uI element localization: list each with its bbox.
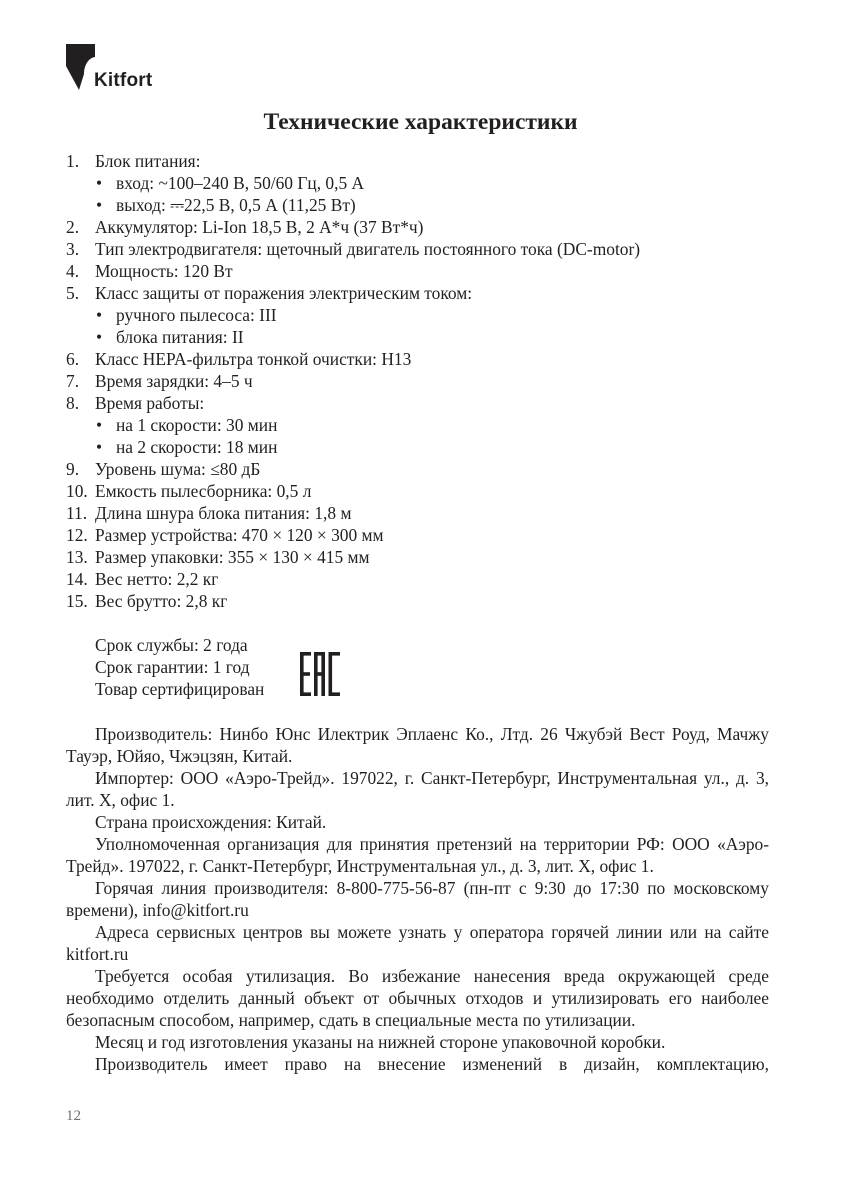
spec-text: Размер упаковки: 355 × 130 × 415 мм — [95, 547, 370, 567]
spec-item — [66, 238, 786, 260]
spec-sublist — [66, 414, 786, 458]
warranty-period: Срок гарантии: 1 год — [95, 657, 250, 677]
spec-item — [66, 546, 786, 568]
spec-item — [66, 524, 786, 546]
bullet-icon: • — [96, 327, 103, 347]
spec-text: Мощность: 120 Вт — [95, 261, 233, 281]
spec-item — [66, 392, 786, 458]
spec-item — [66, 568, 786, 590]
spec-text: Блок питания: — [95, 151, 201, 171]
info-paragraph: Адреса сервисных центров вы можете узнать у оператора горячей линии или на сайте kitfort.ru — [66, 922, 769, 964]
spec-number: 1. — [66, 151, 80, 171]
spec-list — [66, 150, 786, 612]
spec-item — [66, 502, 786, 524]
service-info — [95, 634, 264, 700]
spec-text: Емкость пылесборника: 0,5 л — [95, 481, 312, 501]
spec-text: Время работы: — [95, 393, 205, 413]
bullet-icon: • — [96, 415, 103, 435]
spec-sublist — [66, 304, 786, 348]
spec-number: 13. — [66, 547, 88, 567]
kitfort-logo-icon — [66, 44, 96, 90]
spec-item — [66, 216, 786, 238]
spec-item — [66, 282, 786, 348]
spec-number: 10. — [66, 481, 88, 501]
spec-number: 11. — [66, 503, 88, 523]
spec-subitem-text: блока питания: II — [116, 327, 244, 347]
service-life: Срок службы: 2 года — [95, 635, 248, 655]
spec-text: Класс защиты от поражения электрическим током: — [95, 283, 473, 303]
spec-text: Размер устройства: 470 × 120 × 300 мм — [95, 525, 384, 545]
info-paragraph: Месяц и год изготовления указаны на нижней стороне упаковочной коробки. — [95, 1032, 666, 1052]
bullet-icon: • — [96, 173, 103, 193]
spec-subitem-text: выход: ⎓22,5 В, 0,5 А (11,25 Вт) — [116, 195, 356, 215]
spec-subitem — [95, 194, 786, 216]
spec-subitem — [95, 414, 786, 436]
bullet-icon: • — [96, 195, 103, 215]
spec-text: Класс HEPA-фильтра тонкой очистки: H13 — [95, 349, 412, 369]
info-paragraph: Горячая линия производителя: 8-800-775-56-87 (пн-пт с 9:30 до 17:30 по московскому времени), info@kitfort.ru — [66, 878, 769, 920]
spec-subitem-text: ручного пылесоса: III — [116, 305, 277, 325]
spec-text: Вес нетто: 2,2 кг — [95, 569, 219, 589]
page-number: 12 — [66, 1108, 81, 1124]
spec-item — [66, 458, 786, 480]
spec-number: 6. — [66, 349, 80, 369]
spec-number: 15. — [66, 591, 88, 611]
spec-item — [66, 150, 786, 216]
spec-number: 9. — [66, 459, 80, 479]
spec-item — [66, 370, 786, 392]
spec-number: 7. — [66, 371, 80, 391]
bullet-icon: • — [96, 437, 103, 457]
info-paragraph: Производитель: Нинбо Юнс Илектрик Эплаенс Ко., Лтд. 26 Чжубэй Вест Роуд, Мачжу Тауэр, Юйяо, Чжэцзян, Китай. — [66, 724, 769, 766]
spec-number: 2. — [66, 217, 80, 237]
spec-subitem — [95, 304, 786, 326]
info-paragraph: Уполномоченная организация для принятия претензий на территории РФ: ООО «Аэро-Трейд». 197022, г. Санкт-Петербург, Инструментальная ул., д. 3, лит. Х, офис 1. — [66, 834, 769, 876]
spec-text: Тип электродвигателя: щеточный двигатель постоянного тока (DC-motor) — [95, 239, 641, 259]
spec-subitem-text: на 1 скорости: 30 мин — [116, 415, 278, 435]
spec-text: Вес брутто: 2,8 кг — [95, 591, 228, 611]
spec-number: 8. — [66, 393, 80, 413]
spec-item — [66, 260, 786, 282]
spec-subitem-text: на 2 скорости: 18 мин — [116, 437, 278, 457]
spec-item — [66, 348, 786, 370]
bullet-icon: • — [96, 305, 103, 325]
spec-text: Уровень шума: ≤80 дБ — [95, 459, 261, 479]
page-title: Технические характеристики — [263, 109, 578, 135]
brand-name: Kitfort — [94, 70, 153, 91]
spec-number: 3. — [66, 239, 80, 259]
spec-subitem — [95, 436, 786, 458]
spec-number: 12. — [66, 525, 88, 545]
spec-text: Длина шнура блока питания: 1,8 м — [95, 503, 352, 523]
info-paragraph: Требуется особая утилизация. Во избежание нанесения вреда окружающей среде необходимо отделить данный объект от обычных отходов и утилизировать его наиболее безопасным способом, например, сдать в специальные места по утилизации. — [66, 966, 769, 1030]
spec-sublist — [66, 172, 786, 216]
spec-item — [66, 480, 786, 502]
info-paragraph: Импортер: ООО «Аэро-Трейд». 197022, г. Санкт-Петербург, Инструментальная ул., д. 3, лит. Х, офис 1. — [66, 768, 769, 810]
spec-text: Аккумулятор: Li-Ion 18,5 В, 2 А*ч (37 Вт*ч) — [95, 217, 424, 237]
spec-subitem — [95, 326, 786, 348]
company-info — [66, 723, 769, 1075]
spec-subitem — [95, 172, 786, 194]
spec-subitem-text: вход: ~100–240 В, 50/60 Гц, 0,5 А — [116, 173, 365, 193]
info-paragraph: Производитель имеет право на внесение изменений в дизайн, комплектацию, — [95, 1054, 769, 1074]
eac-mark-icon — [300, 652, 340, 696]
info-paragraph: Страна происхождения: Китай. — [95, 812, 327, 832]
spec-number: 14. — [66, 569, 88, 589]
spec-number: 4. — [66, 261, 80, 281]
spec-text: Время зарядки: 4–5 ч — [95, 371, 253, 391]
spec-item — [66, 590, 786, 612]
spec-number: 5. — [66, 283, 80, 303]
certification-text: Товар сертифицирован — [95, 679, 265, 699]
